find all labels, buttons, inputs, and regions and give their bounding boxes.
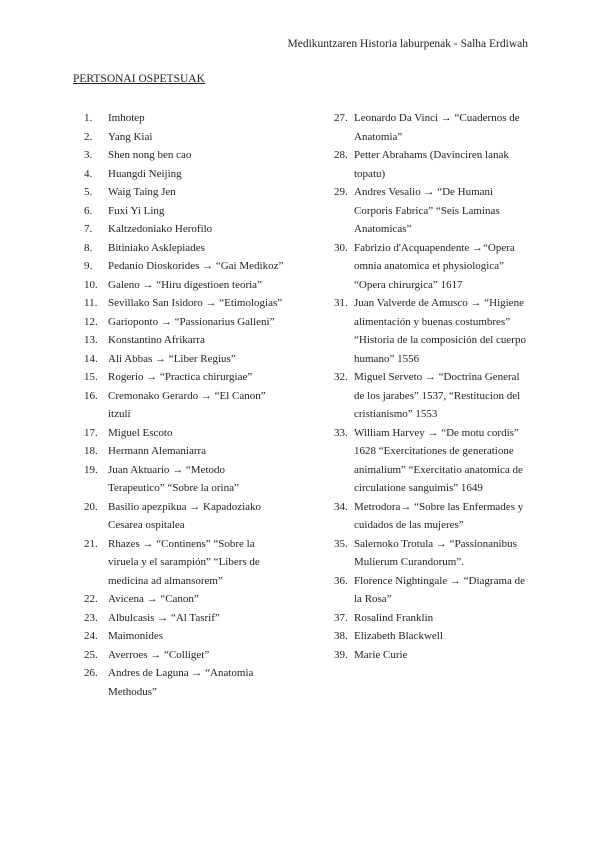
list-item-text: Andres Vesalio → “De Humani Corporis Fabrica” “Seis Laminas Anatomicas” bbox=[354, 186, 500, 235]
left-column-list bbox=[84, 109, 284, 701]
list-item bbox=[84, 498, 284, 535]
list-item-text: Huangdi Neijing bbox=[108, 167, 182, 180]
list-item bbox=[84, 276, 284, 295]
list-item bbox=[84, 609, 284, 628]
list-item-number: 32. bbox=[334, 371, 348, 383]
list-item-number: 19. bbox=[84, 463, 98, 476]
list-item-number: 37. bbox=[334, 611, 348, 624]
list-item-number: 15. bbox=[84, 371, 98, 383]
list-item-text: Salernoko Trotula → “Passionanibus Mulierum Curandorum”. bbox=[354, 537, 517, 568]
list-item-text: Imhotep bbox=[108, 112, 145, 124]
list-item-number: 22. bbox=[84, 593, 98, 605]
list-item-text: Waig Taing Jen bbox=[108, 186, 176, 198]
list-item-number: 1. bbox=[84, 112, 93, 124]
list-item bbox=[84, 424, 284, 443]
list-item-number: 24. bbox=[84, 630, 98, 642]
list-item-text: Bitiniako Asklepiades bbox=[108, 241, 205, 254]
list-item-number: 3. bbox=[84, 149, 93, 161]
list-item bbox=[84, 239, 284, 258]
list-item bbox=[334, 183, 530, 239]
list-item-number: 20. bbox=[84, 500, 98, 513]
list-item bbox=[334, 146, 530, 183]
list-item bbox=[334, 609, 530, 628]
list-item-number: 33. bbox=[334, 426, 348, 439]
list-item-number: 11. bbox=[84, 297, 98, 309]
list-item bbox=[84, 461, 284, 498]
list-item bbox=[334, 572, 530, 609]
list-item-number: 7. bbox=[84, 223, 93, 235]
list-item-number: 30. bbox=[334, 241, 348, 254]
list-item-text: Rogerio → “Practica chirurgiae” bbox=[108, 371, 253, 383]
list-item-number: 14. bbox=[84, 352, 98, 365]
list-item-number: 27. bbox=[334, 112, 348, 124]
list-item-number: 6. bbox=[84, 204, 93, 217]
list-item-number: 10. bbox=[84, 278, 98, 291]
list-item-text: Miguel Escoto bbox=[108, 426, 173, 439]
list-item-number: 35. bbox=[334, 537, 348, 550]
list-item bbox=[334, 646, 530, 665]
list-item bbox=[84, 368, 284, 387]
list-item-text: Basilio apezpikua → Kapadoziako Cesarea ospitalea bbox=[108, 500, 262, 531]
list-item-number: 17. bbox=[84, 426, 98, 439]
list-item-number: 34. bbox=[334, 500, 348, 513]
list-item-number: 25. bbox=[84, 648, 98, 661]
list-item bbox=[84, 590, 284, 609]
list-item-text: Averroes → “Colliget” bbox=[108, 648, 210, 661]
list-item-number: 5. bbox=[84, 186, 93, 198]
list-item bbox=[84, 220, 284, 239]
list-item-text: Shen nong ben cao bbox=[108, 149, 192, 161]
list-item-text: Rhazes → “Continens” “Sobre la viruela y el sarampión” “Libers de medicina ad almansorem” bbox=[108, 537, 260, 587]
list-item bbox=[84, 128, 284, 147]
list-item bbox=[84, 146, 284, 165]
list-item bbox=[334, 535, 530, 572]
list-item bbox=[84, 535, 284, 591]
list-item bbox=[84, 350, 284, 369]
list-item-text: Andres de Laguna → “Anatomia Methodus” bbox=[108, 667, 254, 698]
list-item-text: Sevillako San Isidoro → “Etimologias” bbox=[108, 297, 283, 309]
list-item-number: 29. bbox=[334, 186, 348, 198]
list-item bbox=[84, 664, 284, 701]
list-item-text: Juan Valverde de Amusco → “Higiene alimentación y buenas costumbres” “Historia de la composición del cuerpo humano” 1556 bbox=[354, 297, 526, 365]
list-item bbox=[334, 368, 530, 424]
list-item-number: 36. bbox=[334, 574, 348, 587]
list-item bbox=[84, 627, 284, 646]
page-header: Medikuntzaren Historia laburpenak - Salha Erdiwah bbox=[287, 38, 528, 50]
list-item-number: 4. bbox=[84, 167, 93, 180]
list-item bbox=[84, 294, 284, 313]
list-item-text: Avicena → “Canon” bbox=[108, 593, 199, 605]
list-item bbox=[84, 202, 284, 221]
list-item-text: Yang Kiai bbox=[108, 130, 153, 143]
list-item bbox=[334, 239, 530, 295]
list-item-number: 16. bbox=[84, 389, 98, 402]
list-item-text: Fabrizio d'Acquapendente →“Opera omnia anatomica et physiologica” “Opera chirurgica” 1617 bbox=[354, 241, 515, 291]
list-item-text: Cremonako Gerardo → “El Canon” itzuli bbox=[108, 389, 266, 420]
list-item-text: Albulcasis → “Al Tasrif” bbox=[108, 611, 220, 624]
list-item-number: 13. bbox=[84, 334, 98, 346]
list-item bbox=[334, 294, 530, 368]
list-item-text: Pedanio Dioskorides → “Gai Medikoz” bbox=[108, 260, 284, 272]
list-item bbox=[84, 257, 284, 276]
list-item-text: Ali Abbas → “Liber Regius” bbox=[108, 352, 236, 365]
list-item-text: Marie Curie bbox=[354, 648, 408, 661]
list-item-number: 28. bbox=[334, 149, 348, 161]
list-item bbox=[334, 424, 530, 498]
list-item-number: 8. bbox=[84, 241, 93, 254]
list-item-text: Hermann Alemaniarra bbox=[108, 445, 207, 457]
list-item bbox=[84, 165, 284, 184]
list-item-number: 39. bbox=[334, 648, 348, 661]
list-item bbox=[84, 442, 284, 461]
list-item-number: 21. bbox=[84, 537, 98, 550]
list-item-number: 26. bbox=[84, 667, 98, 679]
list-item-text: Elizabeth Blackwell bbox=[354, 630, 443, 642]
list-item bbox=[334, 627, 530, 646]
list-item-number: 38. bbox=[334, 630, 348, 642]
list-item-text: Fuxi Yi Ling bbox=[108, 204, 165, 217]
list-item-number: 2. bbox=[84, 130, 93, 143]
list-item bbox=[84, 109, 284, 128]
list-item bbox=[84, 331, 284, 350]
list-item-text: William Harvey → “De motu cordis” 1628 “Exercitationes de generatione animalium” “Exercitatio anatomica de circulatione sanguimis” 1649 bbox=[354, 426, 523, 494]
list-item-text: Maimonides bbox=[108, 630, 163, 642]
list-item-text: Galeno → “Hiru digestioen teoria” bbox=[108, 278, 262, 291]
list-item-text: Garioponto → “Passionarius Galleni” bbox=[108, 315, 275, 328]
list-item-number: 18. bbox=[84, 445, 98, 457]
list-item bbox=[84, 313, 284, 332]
list-item-text: Rosalind Franklin bbox=[354, 611, 434, 624]
list-item bbox=[84, 183, 284, 202]
right-column-list bbox=[334, 109, 530, 664]
list-item-text: Miguel Serveto → “Doctrina General de los jarabes” 1537, “Restitucion del cristianismo” 1553 bbox=[354, 371, 521, 420]
list-item-number: 31. bbox=[334, 297, 348, 309]
list-item-text: Florence Nightingale → “Diagrama de la Rosa” bbox=[354, 574, 526, 605]
list-item-text: Leonardo Da Vinci → “Cuadernos de Anatomia” bbox=[354, 112, 520, 143]
list-item-text: Konstantino Afrikarra bbox=[108, 334, 205, 346]
list-item bbox=[334, 498, 530, 535]
list-item-number: 9. bbox=[84, 260, 93, 272]
list-item-text: Petter Abrahams (Davinciren lanak topatu) bbox=[354, 149, 509, 180]
list-item-number: 23. bbox=[84, 611, 98, 624]
list-item bbox=[84, 387, 284, 424]
section-title: PERTSONAI OSPETSUAK bbox=[73, 73, 205, 85]
list-item-text: Metrodora→ “Sobre las Enfermades y cuidados de las mujeres” bbox=[354, 500, 524, 531]
list-item-text: Kaltzedoniako Herofilo bbox=[108, 223, 213, 235]
list-item bbox=[84, 646, 284, 665]
list-item bbox=[334, 109, 530, 146]
list-item-text: Juan Aktuario → “Metodo Terapeutico” “Sobre la orina” bbox=[108, 463, 239, 494]
list-item-number: 12. bbox=[84, 315, 98, 328]
